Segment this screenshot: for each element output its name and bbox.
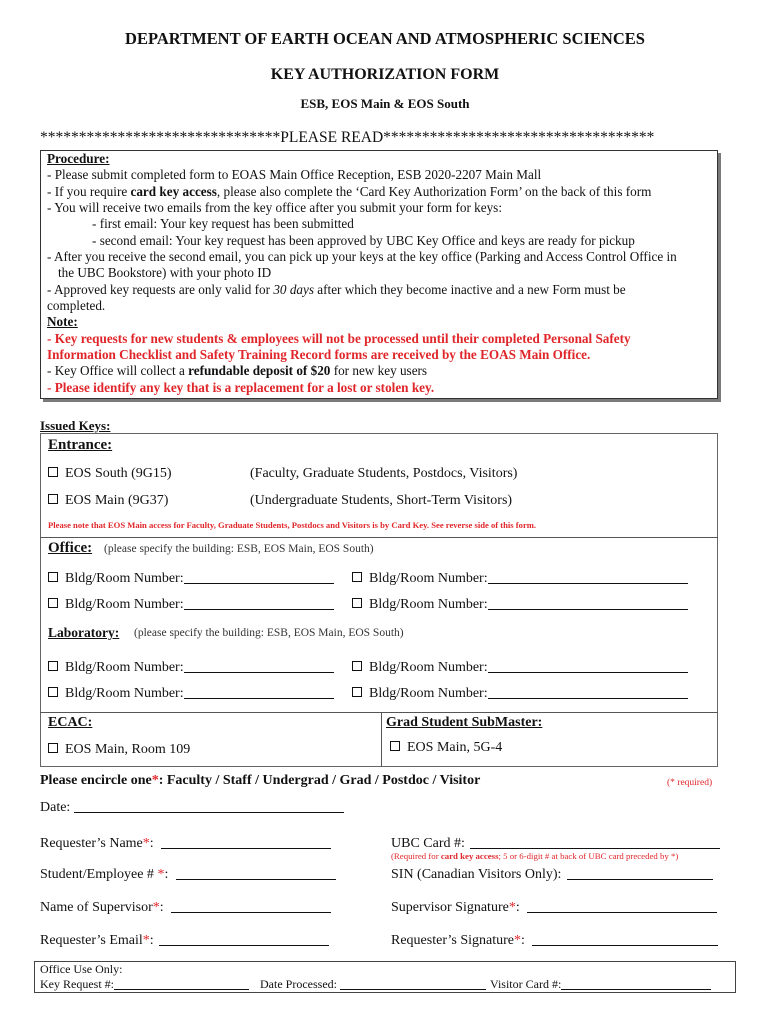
laboratory-room-field[interactable]: Bldg/Room Number: <box>48 660 334 676</box>
procedure-line: - second email: Your key request has been approved by UBC Key Office and keys are ready for pickup <box>92 232 635 248</box>
ubc-card-note: (Required for card key access; 5 or 6-digit # at back of UBC card preceded by *) <box>391 851 679 861</box>
requester-name-field[interactable]: Requester’s Name*: <box>40 836 331 852</box>
office-room-field[interactable]: Bldg/Room Number: <box>48 571 334 587</box>
buildings-subtitle: ESB, EOS Main & EOS South <box>300 96 470 111</box>
office-room-field[interactable]: Bldg/Room Number: <box>352 571 688 587</box>
date-field[interactable]: Date: <box>40 800 344 816</box>
procedure-box <box>40 150 718 399</box>
office-use-heading: Office Use Only: <box>40 962 123 976</box>
please-read-banner: *******************************PLEASE READ*********************************** <box>40 129 655 146</box>
checkbox[interactable] <box>390 741 400 751</box>
laboratory-room-field[interactable]: Bldg/Room Number: <box>48 686 334 702</box>
office-room-field[interactable]: Bldg/Room Number: <box>352 597 688 613</box>
checkbox[interactable] <box>48 467 58 477</box>
submaster-option[interactable]: EOS Main, 5G-4 <box>390 740 502 756</box>
checkbox[interactable] <box>48 598 58 608</box>
date-processed-field[interactable]: Date Processed: <box>260 977 486 992</box>
required-note: (* required) <box>667 778 713 788</box>
checkbox[interactable] <box>352 598 362 608</box>
submaster-heading: Grad Student SubMaster: <box>386 715 543 730</box>
key-request-field[interactable]: Key Request #: <box>40 977 249 992</box>
office-heading: Office: <box>48 540 93 556</box>
checkbox[interactable] <box>352 687 362 697</box>
note-line: - Please identify any key that is a replacement for a lost or stolen key. <box>47 379 435 395</box>
checkbox[interactable] <box>48 661 58 671</box>
ecac-option[interactable]: EOS Main, Room 109 <box>48 742 190 758</box>
procedure-line: completed. <box>47 298 106 314</box>
supervisor-name-field[interactable]: Name of Supervisor*: <box>40 900 331 916</box>
note-line: Information Checklist and Safety Training Record forms are received by the EOAS Main Office. <box>47 347 591 363</box>
checkbox[interactable] <box>352 661 362 671</box>
entrance-note: Please note that EOS Main access for Faculty, Graduate Students, Postdocs and Visitors is by Card Key. See reverse side of this form. <box>48 520 537 530</box>
checkbox[interactable] <box>48 687 58 697</box>
requester-signature-field[interactable]: Requester’s Signature*: <box>391 933 718 949</box>
entrance-option-eos-south[interactable]: EOS South (9G15) <box>48 466 172 482</box>
note-line: - Key Office will collect a refundable deposit of $20 for new key users <box>47 363 428 379</box>
entrance-option-eos-main[interactable]: EOS Main (9G37) <box>48 493 168 509</box>
note-line: - Key requests for new students & employees will not be processed until their completed Personal Safety <box>47 330 631 346</box>
divider <box>381 712 382 767</box>
note-heading: Note: <box>47 314 78 330</box>
sin-field[interactable]: SIN (Canadian Visitors Only): <box>391 867 713 883</box>
divider <box>40 712 718 713</box>
procedure-line: - You will receive two emails from the key office after you submit your form for keys: <box>47 200 502 216</box>
checkbox[interactable] <box>48 743 58 753</box>
procedure-line: - After you receive the second email, you can pick up your keys at the key office (Parking and Access Control Office in <box>47 249 677 265</box>
checkbox[interactable] <box>48 494 58 504</box>
checkbox[interactable] <box>48 572 58 582</box>
procedure-line: - Please submit completed form to EOAS Main Office Reception, ESB 2020-2207 Main Mall <box>47 167 542 183</box>
procedure-line: - If you require card key access, please also complete the ‘Card Key Authorization Form’ on the back of this form <box>47 183 652 199</box>
visitor-card-field[interactable]: Visitor Card #: <box>490 977 711 992</box>
department-title: DEPARTMENT OF EARTH OCEAN AND ATMOSPHERIC SCIENCES <box>125 29 645 48</box>
requester-email-field[interactable]: Requester’s Email*: <box>40 933 329 949</box>
supervisor-signature-field[interactable]: Supervisor Signature*: <box>391 900 717 916</box>
student-employee-field[interactable]: Student/Employee # *: <box>40 867 336 883</box>
ubc-card-field[interactable]: UBC Card #: <box>391 836 720 852</box>
issued-keys-label: Issued Keys: <box>40 418 111 433</box>
procedure-heading: Procedure: <box>47 151 110 166</box>
laboratory-room-field[interactable]: Bldg/Room Number: <box>352 686 688 702</box>
entrance-option-desc: (Undergraduate Students, Short-Term Visitors) <box>250 493 513 508</box>
laboratory-room-field[interactable]: Bldg/Room Number: <box>352 660 688 676</box>
entrance-option-desc: (Faculty, Graduate Students, Postdocs, Visitors) <box>250 466 518 481</box>
procedure-line: the UBC Bookstore) with your photo ID <box>58 265 272 281</box>
divider <box>40 537 718 538</box>
form-title: KEY AUTHORIZATION FORM <box>270 66 500 83</box>
ecac-heading: ECAC: <box>48 715 93 730</box>
office-room-field[interactable]: Bldg/Room Number: <box>48 597 334 613</box>
checkbox[interactable] <box>352 572 362 582</box>
office-hint: (please specify the building: ESB, EOS Main, EOS South) <box>104 543 374 555</box>
encircle-instruction: Please encircle one*: Faculty / Staff / Undergrad / Grad / Postdoc / Visitor <box>40 773 481 788</box>
laboratory-heading: Laboratory: <box>48 625 120 640</box>
procedure-line: - first email: Your key request has been submitted <box>92 216 354 232</box>
laboratory-hint: (please specify the building: ESB, EOS Main, EOS South) <box>134 627 404 639</box>
procedure-line: - Approved key requests are only valid for 30 days after which they become inactive and a new Form must be <box>47 281 626 297</box>
entrance-heading: Entrance: <box>48 437 113 453</box>
